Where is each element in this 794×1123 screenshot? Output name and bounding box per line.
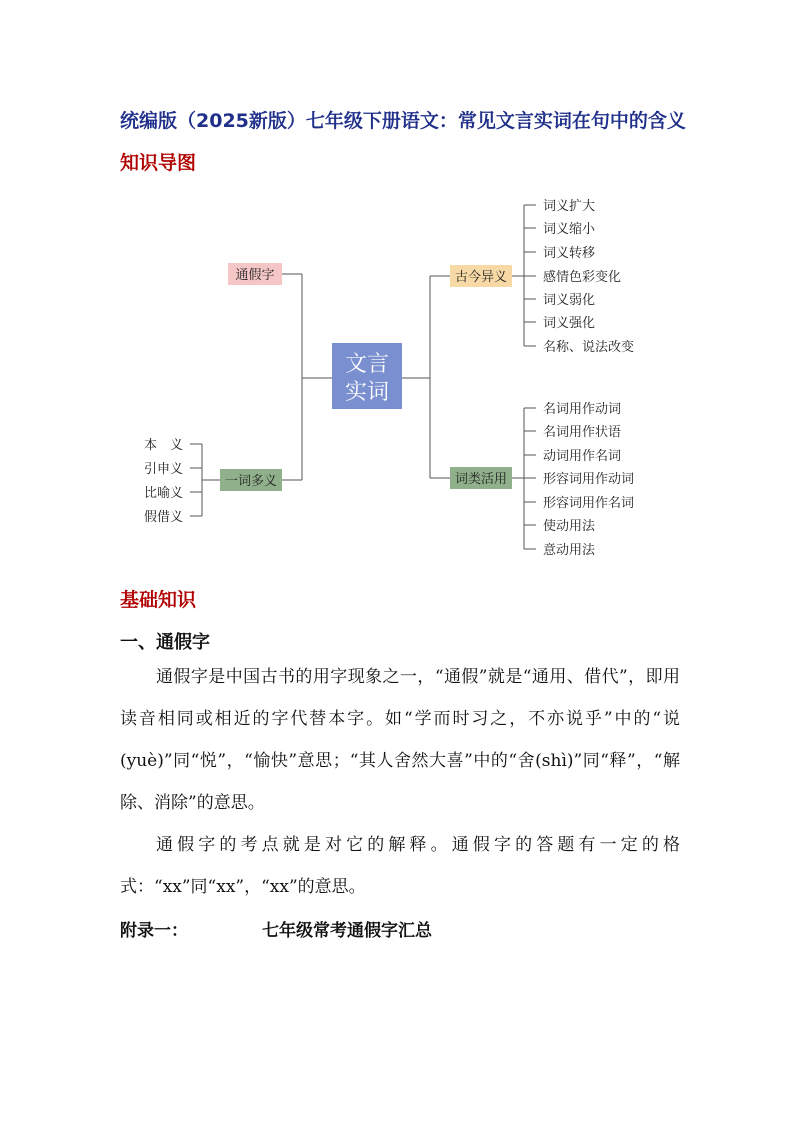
leaf-gujin-5: 词义弱化 xyxy=(543,293,596,308)
leaf-cilei-1: 名词用作动词 xyxy=(543,402,622,417)
node-yiciduoyi-label: 一词多义 xyxy=(224,474,278,489)
section1-title: 一、通假字 xyxy=(120,632,210,653)
leaf-cilei-5: 形容词用作名词 xyxy=(543,496,635,511)
leaf-gujin-7: 名称、说法改变 xyxy=(543,340,635,355)
mindmap-heading: 知识导图 xyxy=(120,152,197,174)
leaf-duoyi-1: 本 义 xyxy=(144,438,184,453)
mind-map xyxy=(100,188,680,568)
node-gujinyiyi-label: 古今异义 xyxy=(454,270,508,285)
appendix-label: 附录一： xyxy=(120,921,188,941)
leaf-gujin-3: 词义转移 xyxy=(543,246,596,261)
paragraph-1: 通假字是中国古书的用字现象之一，“通假”就是“通用、借代”，即用读音相同或相近的字代替本字。如“学而时习之，不亦说乎”中的“说(yuè)”同“悦”，“愉快”意思；“其人舍然大喜”中的“舍(shì)”同“释”，“解除、消除”的意思。 xyxy=(120,667,680,813)
leaf-duoyi-2: 引申义 xyxy=(144,462,184,477)
leaf-cilei-2: 名词用作状语 xyxy=(543,425,622,440)
node-tongjiazi-label: 通假字 xyxy=(235,268,275,283)
leaf-gujin-1: 词义扩大 xyxy=(543,199,596,214)
leaf-gujin-6: 词义强化 xyxy=(543,316,596,331)
center-line-2: 实词 xyxy=(344,380,390,405)
leaf-duoyi-4: 假借义 xyxy=(144,510,184,525)
appendix-title: 七年级常考通假字汇总 xyxy=(262,921,432,941)
leaf-duoyi-3: 比喻义 xyxy=(144,486,184,501)
node-cileihuoyong-label: 词类活用 xyxy=(454,472,508,487)
basics-heading: 基础知识 xyxy=(120,589,197,611)
center-line-1: 文言 xyxy=(344,352,390,377)
leaf-cilei-6: 使动用法 xyxy=(543,519,596,534)
leaf-cilei-4: 形容词用作动词 xyxy=(543,472,635,487)
leaf-gujin-2: 词义缩小 xyxy=(543,222,596,237)
leaf-cilei-7: 意动用法 xyxy=(543,543,596,558)
paragraph-2: 通假字的考点就是对它的解释。通假字的答题有一定的格式：“xx”同“xx”，“xx”的意思。 xyxy=(120,835,680,897)
leaf-gujin-4: 感情色彩变化 xyxy=(543,270,622,285)
leaf-cilei-3: 动词用作名词 xyxy=(543,449,622,464)
document-title: 统编版（2025新版）七年级下册语文：常见文言实词在句中的含义 xyxy=(120,110,686,132)
